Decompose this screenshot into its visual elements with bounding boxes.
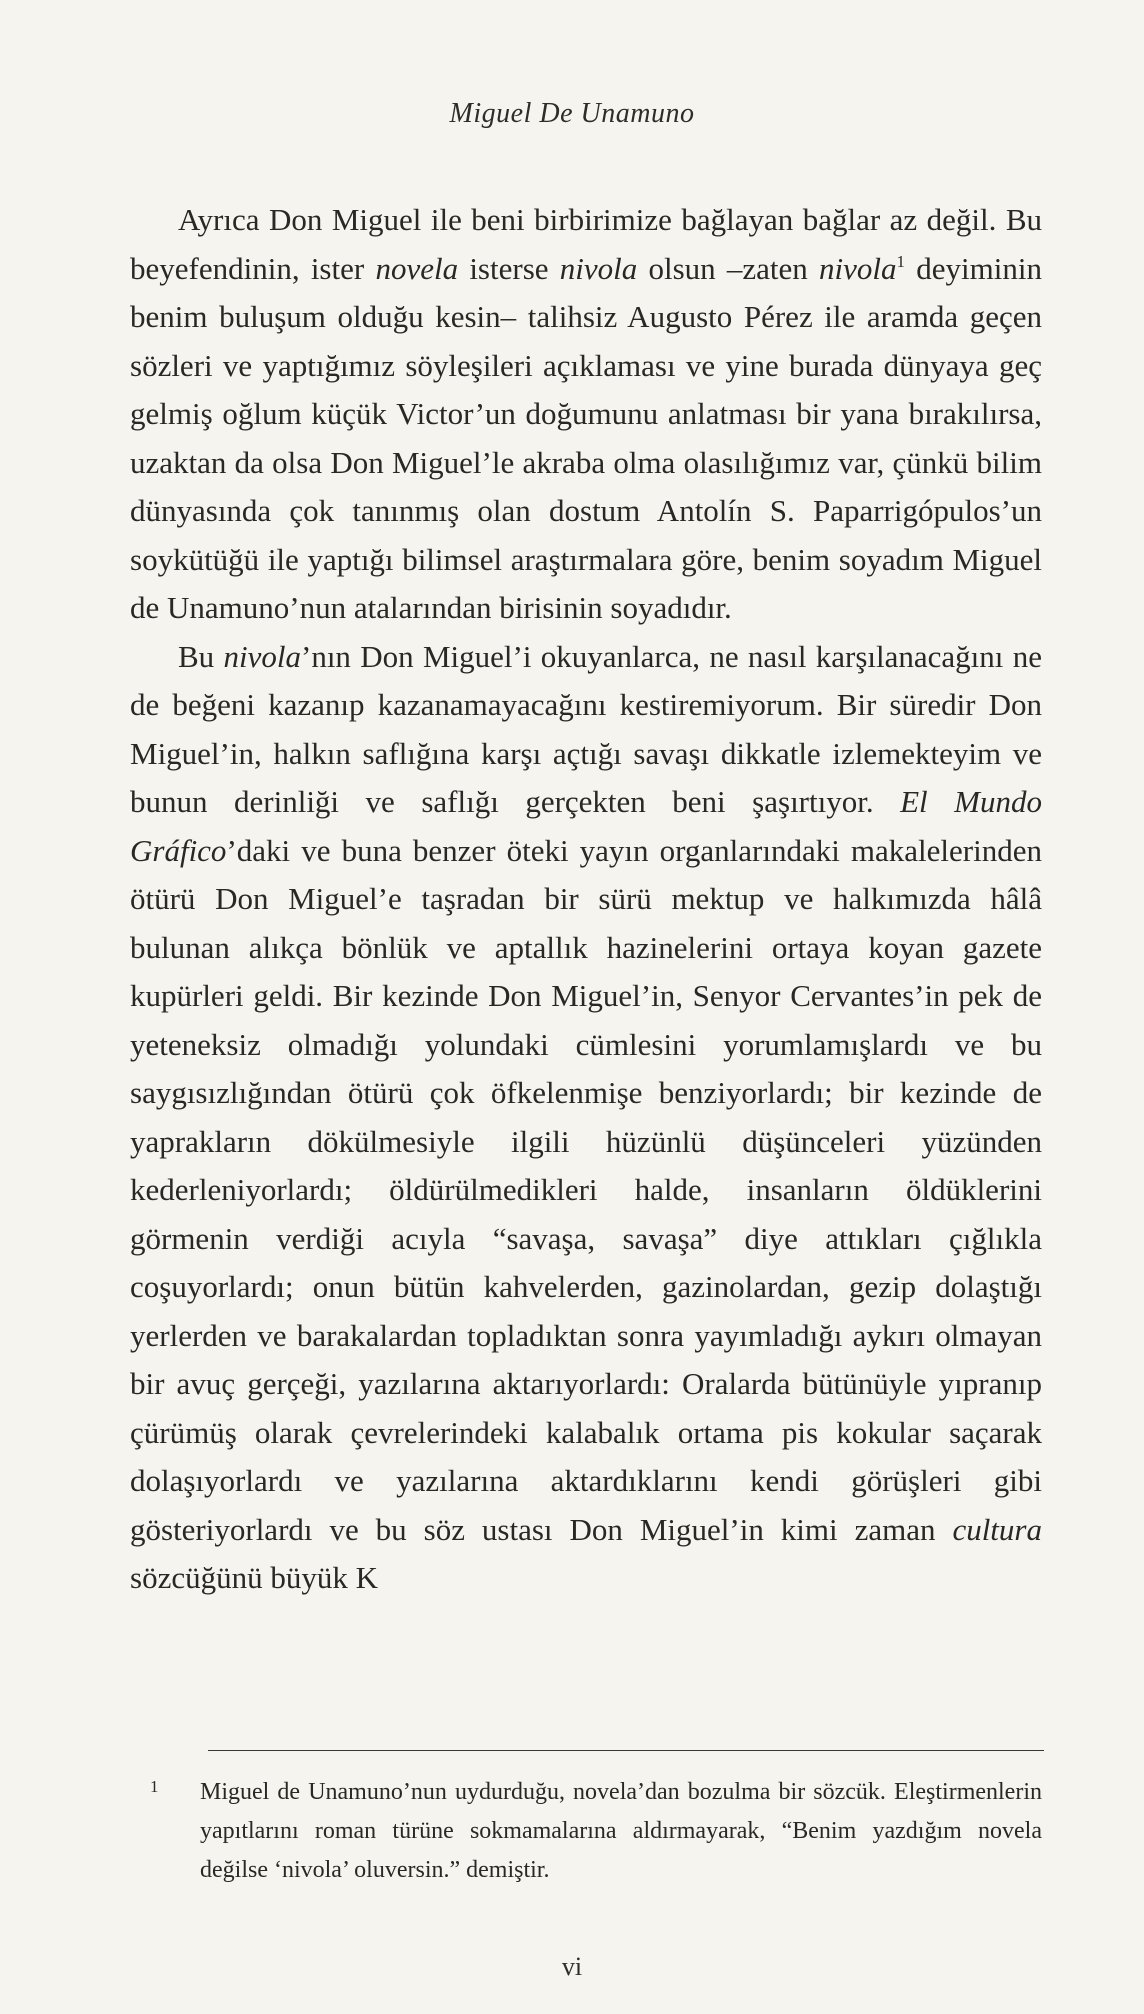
italic-text: novela — [375, 250, 459, 286]
footnote-text: Miguel de Unamuno’nun uydurduğu, novela’dan bozulma bir sözcük. Eleştirmenlerin yapıtlarını roman türüne sokmamalarına aldırmayarak, “Benim yazdığım novela değilse ‘nivola’ oluversin.” demiştir. — [200, 1779, 1042, 1883]
text-run: Ayrıca Don Miguel ile beni birbirimize bağlayan bağlar az değil. Bu beyefendinin, ister — [130, 202, 1042, 286]
running-head: Miguel De Unamuno — [449, 98, 695, 129]
paragraph-2 — [130, 633, 1042, 1603]
text-run: sözcüğünü büyük K — [130, 1560, 378, 1595]
footnote-reference: 1 — [896, 251, 906, 271]
italic-text: nivola — [819, 250, 897, 286]
italic-text: nivola — [559, 250, 638, 286]
italic-text: nivola — [223, 638, 301, 674]
footnote-marker: 1 — [150, 1777, 159, 1796]
text-run: Bu — [178, 638, 224, 674]
text-run: isterse — [458, 250, 560, 286]
text-run: olsun –zaten — [637, 250, 820, 286]
footnote — [150, 1773, 1042, 1890]
text-run: ’daki ve buna benzer öteki yayın organlarındaki makalelerinden ötürü Don Miguel’e taşradan bir sürü mektup ve halkımızda hâlâ bulunan alıkça bönlük ve aptallık hazinelerini ortaya koyan gazete kupürleri geldi. Bir kezinde Don Miguel’in, Senyor Cervantes’in pek de yeteneksiz olmadığı yolundaki cümlesini yorumlamışlardı ve bu saygısızlığından ötürü çok öfkelenmişe benziyorlardı; bir kezinde de yaprakların dökülmesiyle ilgili hüzünlü düşünceleri yüzünden kederleniyorlardı; öldürülmedikleri halde, insanların öldüklerini görmenin verdiği acıyla “savaşa, savaşa” diye attıkları çığlıkla coşuyorlardı; onun bütün kahvelerden, gazinolardan, gezip dolaştığı yerlerden ve barakalardan topladıktan sonra yayımladığı aykırı olmayan bir avuç gerçeği, yazılarına aktarıyorlardı: Oralarda bütünüyle yıpranıp çürümüş olarak çevrelerindeki kalabalık ortama pis kokular saçarak dolaşıyorlardı ve yazılarına aktardıklarını kendi görüşleri gibi gösteriyorlardı ve bu söz ustası Don Miguel’in kimi zaman — [130, 832, 1042, 1547]
text-run: deyiminin benim buluşum olduğu kesin– talihsiz Augusto Pérez ile aramda geçen sözleri ve yaptığımız söyleşileri açıklaması ve yine burada dünyaya geç gelmiş oğlum küçük Victor’un doğumunu anlatması bir yana bırakılırsa, uzaktan da olsa Don Miguel’le akraba olma olasılığımız var, çünkü bilim dünyasında çok tanınmış olan dostum Antolín S. Paparrigópulos’un soykütüğü ile yaptığı bilimsel araştırmalara göre, benim soyadım Miguel de Unamuno’nun atalarından birisinin soyadıdır. — [130, 250, 1042, 625]
paragraph-1 — [130, 196, 1042, 633]
body-text — [130, 196, 1042, 1603]
footnote-divider — [208, 1750, 1044, 1751]
text-run: ’nın Don Miguel’i okuyanlarca, ne nasıl karşılanacağını ne de beğeni kazanıp kazanamayacağını kestiremiyorum. Bir süredir Don Miguel’in, halkın saflığına karşı açtığı savaşı dikkatle izlemekteyim ve bunun derinliği ve saflığı gerçekten beni şaşırtıyor. — [130, 638, 1042, 819]
page-number: vi — [561, 1952, 583, 1981]
italic-text: El Mundo Gráfico — [130, 784, 1042, 868]
italic-text: cultura — [952, 1511, 1042, 1547]
